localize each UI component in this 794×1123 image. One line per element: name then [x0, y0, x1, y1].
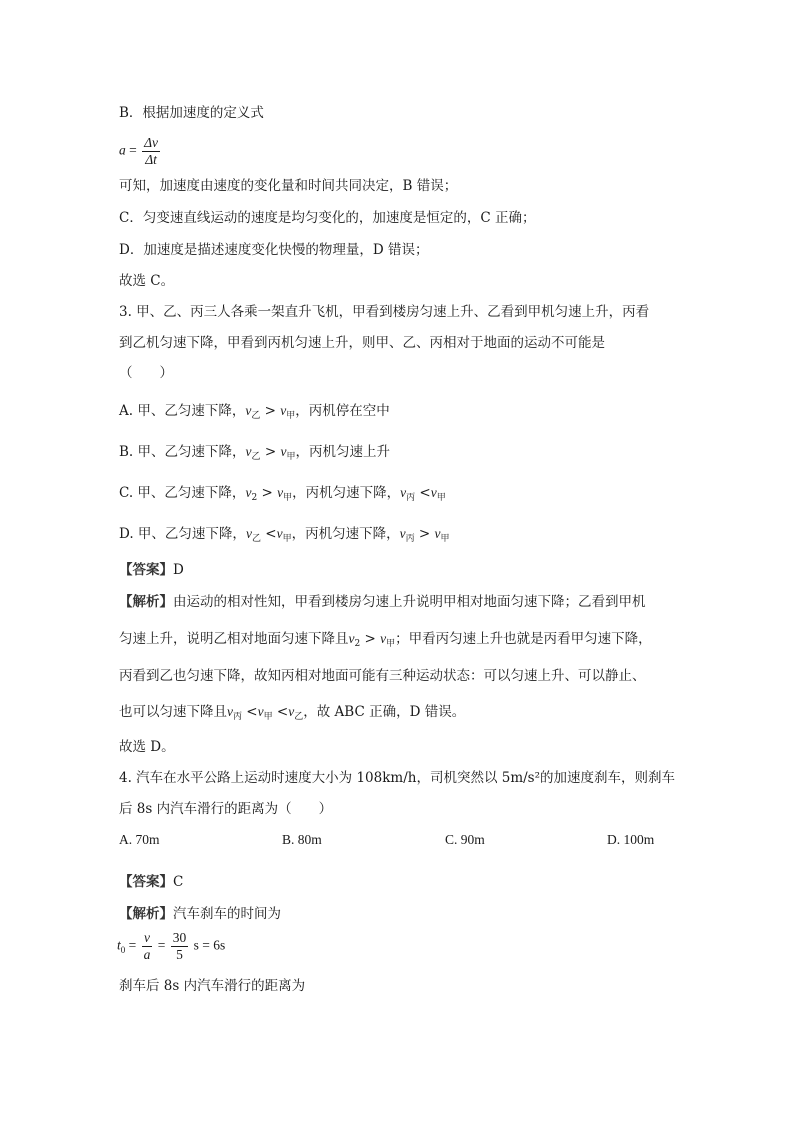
formula-fraction	[142, 135, 160, 168]
formula-result: s = 6s	[193, 937, 226, 953]
analysis-text: 匀速上升，说明乙相对地面匀速下降且	[119, 631, 349, 647]
analysis-tag: 【解析】	[119, 594, 173, 610]
var-t: t	[117, 937, 121, 953]
subscript: 乙	[294, 712, 304, 722]
q3-conclusion: 故选 D。	[119, 739, 175, 755]
conclusion: 故选 C。	[119, 273, 175, 289]
formula-numerator: Δv	[144, 135, 159, 150]
subscript: 甲	[283, 493, 293, 503]
q4-option-d[interactable]: D. 100m	[607, 832, 655, 847]
var-v: v	[280, 444, 287, 459]
subscript: 乙	[251, 534, 261, 544]
var-v: v	[288, 704, 295, 719]
subscript: 甲	[286, 411, 296, 421]
var-v: v	[245, 403, 252, 418]
denominator: a	[143, 947, 151, 962]
q3-option-b[interactable]	[119, 443, 390, 463]
operator: <	[415, 485, 431, 501]
subscript: 丙	[233, 712, 243, 722]
fraction-30-over-5	[171, 930, 189, 963]
option-middle: ，丙机匀速下降，	[291, 526, 400, 542]
subscript: 甲	[282, 534, 292, 544]
var-v: v	[245, 526, 252, 541]
q4-stem-line2: 后 8s 内汽车滑行的距离为（ ）	[119, 801, 333, 817]
q3-analysis-line2	[119, 630, 652, 650]
q3-paren: （ ）	[119, 365, 173, 381]
operator: <	[260, 526, 277, 542]
paragraph-line: 可知，加速度由速度的变化量和时间共同决定，B 错误；	[119, 178, 458, 194]
option-suffix: ，丙机匀速上升	[295, 444, 390, 460]
q3-stem-line1: 3. 甲、乙、丙三人各乘一架直升飞机，甲看到楼房匀速上升、乙看到甲机匀速上升，丙看	[119, 304, 650, 320]
subscript: 丙	[406, 493, 416, 503]
subscript: 2	[354, 639, 361, 649]
operator: >	[260, 444, 281, 460]
operator: >	[414, 526, 435, 542]
subscript: 0	[120, 944, 126, 955]
var-v: v	[380, 631, 387, 646]
subscript: 甲	[386, 639, 396, 649]
var-v: v	[399, 526, 406, 541]
analysis-text: 由运动的相对性知，甲看到楼房匀速上升说明甲相对地面匀速下降；乙看到甲机	[173, 594, 646, 610]
var-v: v	[434, 526, 441, 541]
option-prefix: A. 甲、乙匀速下降，	[119, 403, 246, 419]
q3-analysis-line3: 丙看到乙也匀速下降，故知丙相对地面可能有三种运动状态：可以匀速上升、可以静止、	[119, 668, 646, 684]
q3-analysis-line1	[119, 593, 646, 611]
q3-analysis-line4	[119, 703, 465, 723]
numerator: 30	[172, 930, 187, 945]
var-v: v	[227, 704, 233, 719]
subscript: 乙	[251, 452, 261, 462]
answer-tag: 【答案】	[119, 562, 173, 578]
var-v: v	[257, 704, 264, 719]
var-v: v	[430, 485, 437, 500]
analysis-text: ；甲看丙匀速上升也就是丙看甲匀速下降，	[395, 631, 652, 647]
option-d-text: D．加速度是描述速度变化快慢的物理量，D 错误；	[119, 242, 429, 258]
q4-analysis-line1	[119, 905, 281, 923]
subscript: 乙	[251, 411, 261, 421]
analysis-tag: 【解析】	[119, 906, 173, 922]
q4-option-b[interactable]: B. 80m	[282, 832, 322, 847]
answer-value: C	[173, 874, 184, 890]
q3-option-a[interactable]	[119, 402, 390, 422]
answer-tag: 【答案】	[119, 874, 173, 890]
option-prefix: B. 甲、乙匀速下降，	[119, 444, 246, 460]
q3-answer	[119, 561, 184, 579]
subscript: 甲	[263, 712, 273, 722]
subscript: 甲	[436, 493, 446, 503]
subscript: 2	[251, 493, 258, 503]
var-v: v	[280, 403, 287, 418]
q3-option-d[interactable]	[119, 525, 450, 545]
braking-time-formula	[117, 930, 225, 963]
formula-denominator: Δt	[145, 152, 157, 167]
answer-value: D	[173, 562, 184, 578]
operator: >	[260, 403, 281, 419]
q4-stem-line1: 4. 汽车在水平公路上运动时速度大小为 108km/h，司机突然以 5m/s²的加速度刹车，则刹车	[119, 770, 676, 786]
option-b-text: B．根据加速度的定义式	[119, 105, 264, 121]
formula-eq: =	[129, 142, 137, 158]
var-v: v	[276, 526, 283, 541]
fraction-v-over-a	[142, 930, 153, 963]
analysis-text: ，故 ABC 正确，D 错误。	[303, 704, 466, 720]
operator: <	[242, 704, 258, 720]
var-v: v	[348, 631, 355, 646]
operator: =	[125, 937, 140, 953]
subscript: 丙	[405, 534, 415, 544]
analysis-text: 也可以匀速下降且	[119, 704, 227, 720]
option-c-text: C．匀变速直线运动的速度是均匀变化的，加速度是恒定的，C 正确；	[119, 210, 536, 226]
formula-lhs: a	[119, 142, 126, 158]
var-v: v	[245, 485, 252, 500]
q4-option-c[interactable]: C. 90m	[445, 832, 485, 847]
acceleration-formula	[119, 135, 162, 168]
operator: =	[154, 937, 169, 953]
subscript: 甲	[440, 534, 450, 544]
q3-option-c[interactable]	[119, 484, 446, 504]
operator: <	[272, 704, 289, 720]
analysis-text: 汽车刹车的时间为	[173, 906, 281, 922]
option-suffix: ，丙机停在空中	[295, 403, 390, 419]
numerator: v	[142, 930, 153, 947]
option-prefix: D. 甲、乙匀速下降，	[119, 526, 246, 542]
operator: >	[257, 485, 278, 501]
var-v: v	[400, 485, 407, 500]
q4-option-a[interactable]: A. 70m	[119, 832, 160, 847]
var-v: v	[277, 485, 284, 500]
q4-analysis-line3: 刹车后 8s 内汽车滑行的距离为	[119, 978, 306, 994]
option-prefix: C. 甲、乙匀速下降，	[119, 485, 246, 501]
option-middle: ，丙机匀速下降，	[292, 485, 401, 501]
q3-stem-line2: 到乙机匀速下降，甲看到丙机匀速上升，则甲、乙、丙相对于地面的运动不可能是	[119, 335, 605, 351]
denominator: 5	[176, 947, 183, 962]
q4-answer	[119, 873, 183, 891]
operator: >	[360, 631, 381, 647]
var-v: v	[245, 444, 252, 459]
subscript: 甲	[286, 452, 296, 462]
